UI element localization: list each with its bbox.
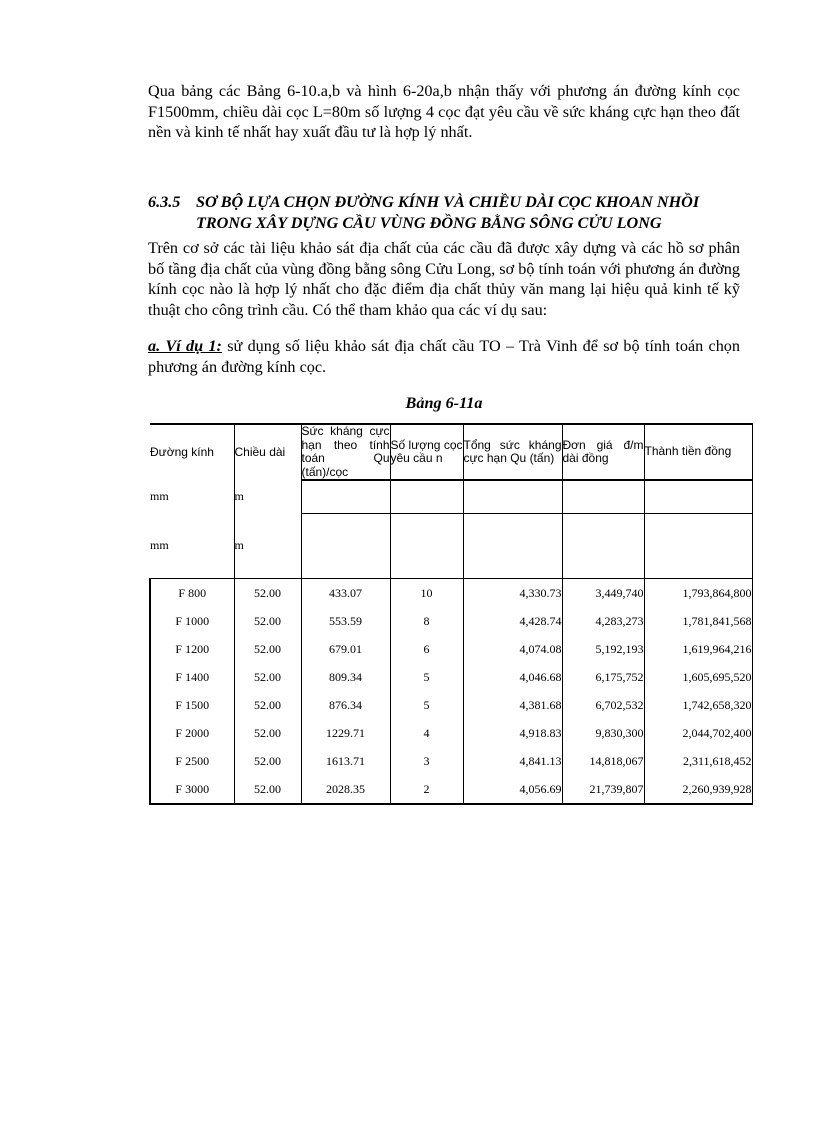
table-cell: 1229.71 bbox=[301, 719, 390, 747]
table-cell: 4 bbox=[390, 719, 463, 747]
header-cell: Số lượng cọc yêu cầu n bbox=[390, 424, 463, 480]
table-header-row bbox=[150, 424, 752, 480]
table-cell: 2 bbox=[390, 775, 463, 804]
table-cell: 2,260,939,928 bbox=[644, 775, 752, 804]
table-cell: 876.34 bbox=[301, 691, 390, 719]
example-text: sử dụng số liệu khảo sát địa chất cầu TO – Trà Vinh để sơ bộ tính toán chọn phương án đường kính cọc. bbox=[148, 337, 740, 376]
table-cell: 2,311,618,452 bbox=[644, 747, 752, 775]
body-paragraph: Trên cơ sở các tài liệu khảo sát địa chất của các cầu đã được xây dựng và các hồ sơ phân bố tầng địa chất của vùng đồng bằng sông Cửu Long, sơ bộ tính toán với phương án đường kính cọc nào là hợp lý nhất cho đặc điểm địa chất thủy văn mang lại hiệu quả kinh tế kỹ thuật cho công trình cầu. Có thể tham khảo qua các ví dụ sau: bbox=[148, 239, 740, 319]
section-title-line1: SƠ BỘ LỰA CHỌN ĐƯỜNG KÍNH VÀ CHIỀU DÀI CỌC KHOAN NHỒI bbox=[196, 193, 700, 211]
unit-cell: m bbox=[234, 480, 301, 514]
table-cell: 6,702,532 bbox=[562, 691, 644, 719]
table-cell: 4,283,273 bbox=[562, 607, 644, 635]
header-cell: Sức kháng cực hạn theo tính toán Qu (tấn)/cọc bbox=[301, 424, 390, 479]
table-cell: 52.00 bbox=[234, 747, 301, 775]
header-cell: Đơn giá đ/m dài đồng bbox=[562, 424, 644, 480]
table-cell: 52.00 bbox=[234, 579, 301, 608]
table-cell: 1,793,864,800 bbox=[644, 579, 752, 608]
table-cell: 4,841.13 bbox=[463, 747, 562, 775]
example-paragraph bbox=[148, 336, 740, 377]
table-cell: 52.00 bbox=[234, 775, 301, 804]
table-cell: 52.00 bbox=[234, 719, 301, 747]
table-row bbox=[150, 579, 752, 608]
table-row bbox=[150, 635, 752, 663]
table-cell: 21,739,807 bbox=[562, 775, 644, 804]
table-cell: 1,742,658,320 bbox=[644, 691, 752, 719]
table-caption: Bảng 6-11a bbox=[405, 394, 483, 412]
table-cell: 2028.35 bbox=[301, 775, 390, 804]
table-cell: 8 bbox=[390, 607, 463, 635]
table-cell: 10 bbox=[390, 579, 463, 608]
table-cell: 52.00 bbox=[234, 691, 301, 719]
pile-comparison-table bbox=[149, 423, 753, 805]
table-cell: 52.00 bbox=[234, 607, 301, 635]
table-cell: 5 bbox=[390, 663, 463, 691]
table-cell: 809.34 bbox=[301, 663, 390, 691]
table-cell: 5,192,193 bbox=[562, 635, 644, 663]
table-cell: 52.00 bbox=[234, 635, 301, 663]
unit-cell: mm bbox=[150, 514, 234, 579]
header-cell: Tổng sức kháng cực hạn Qu (tấn) bbox=[463, 424, 562, 480]
table-cell: F 1000 bbox=[150, 607, 234, 635]
table-row bbox=[150, 775, 752, 804]
table-cell: 5 bbox=[390, 691, 463, 719]
table-cell: F 3000 bbox=[150, 775, 234, 804]
header-cell: Đường kính bbox=[150, 424, 234, 480]
section-title-line2: TRONG XÂY DỰNG CẦU VÙNG ĐỒNG BẰNG SÔNG CỬU LONG bbox=[196, 213, 662, 232]
table-cell: 1,619,964,216 bbox=[644, 635, 752, 663]
table-cell: 1,605,695,520 bbox=[644, 663, 752, 691]
table-row bbox=[150, 719, 752, 747]
table-cell: F 2500 bbox=[150, 747, 234, 775]
unit-cell: m bbox=[234, 514, 301, 579]
table-cell: 1613.71 bbox=[301, 747, 390, 775]
table-row bbox=[150, 691, 752, 719]
table-row bbox=[150, 663, 752, 691]
table-row bbox=[150, 747, 752, 775]
table-cell: 4,330.73 bbox=[463, 579, 562, 608]
table-cell: 3,449,740 bbox=[562, 579, 644, 608]
table-cell: F 1200 bbox=[150, 635, 234, 663]
table-cell: 679.01 bbox=[301, 635, 390, 663]
intro-paragraph: Qua bảng các Bảng 6-10.a,b và hình 6-20a,b nhận thấy với phương án đường kính cọc F1500mm, chiều dài cọc L=80m số lượng 4 cọc đạt yêu cầu về sức kháng cực hạn theo đất nền và kinh tế nhất hay xuất đầu tư là hợp lý nhất. bbox=[148, 82, 740, 141]
table-cell: 4,918.83 bbox=[463, 719, 562, 747]
table-cell: F 1500 bbox=[150, 691, 234, 719]
table-cell: 4,074.08 bbox=[463, 635, 562, 663]
section-heading bbox=[148, 192, 748, 233]
table-cell: F 2000 bbox=[150, 719, 234, 747]
table-cell: 14,818,067 bbox=[562, 747, 644, 775]
table-cell: 6 bbox=[390, 635, 463, 663]
table-cell: 6,175,752 bbox=[562, 663, 644, 691]
example-label: a. Ví dụ 1: bbox=[148, 337, 222, 355]
unit-row bbox=[150, 480, 752, 514]
table-cell: 9,830,300 bbox=[562, 719, 644, 747]
header-cell: Chiều dài bbox=[234, 424, 301, 480]
table-cell: 4,381.68 bbox=[463, 691, 562, 719]
table-cell: 4,056.69 bbox=[463, 775, 562, 804]
table-row bbox=[150, 607, 752, 635]
table-cell: 3 bbox=[390, 747, 463, 775]
table-cell: F 1400 bbox=[150, 663, 234, 691]
table-cell: 52.00 bbox=[234, 663, 301, 691]
unit-cell: mm bbox=[150, 480, 234, 514]
table-cell: 553.59 bbox=[301, 607, 390, 635]
header-cell: Thành tiền đồng bbox=[644, 424, 752, 480]
table-cell: 433.07 bbox=[301, 579, 390, 608]
table-cell: 4,428.74 bbox=[463, 607, 562, 635]
table-cell: 4,046.68 bbox=[463, 663, 562, 691]
section-number: 6.3.5 bbox=[148, 193, 181, 211]
table-cell: F 800 bbox=[150, 579, 234, 608]
table-cell: 2,044,702,400 bbox=[644, 719, 752, 747]
table-cell: 1,781,841,568 bbox=[644, 607, 752, 635]
unit-row bbox=[150, 514, 752, 579]
